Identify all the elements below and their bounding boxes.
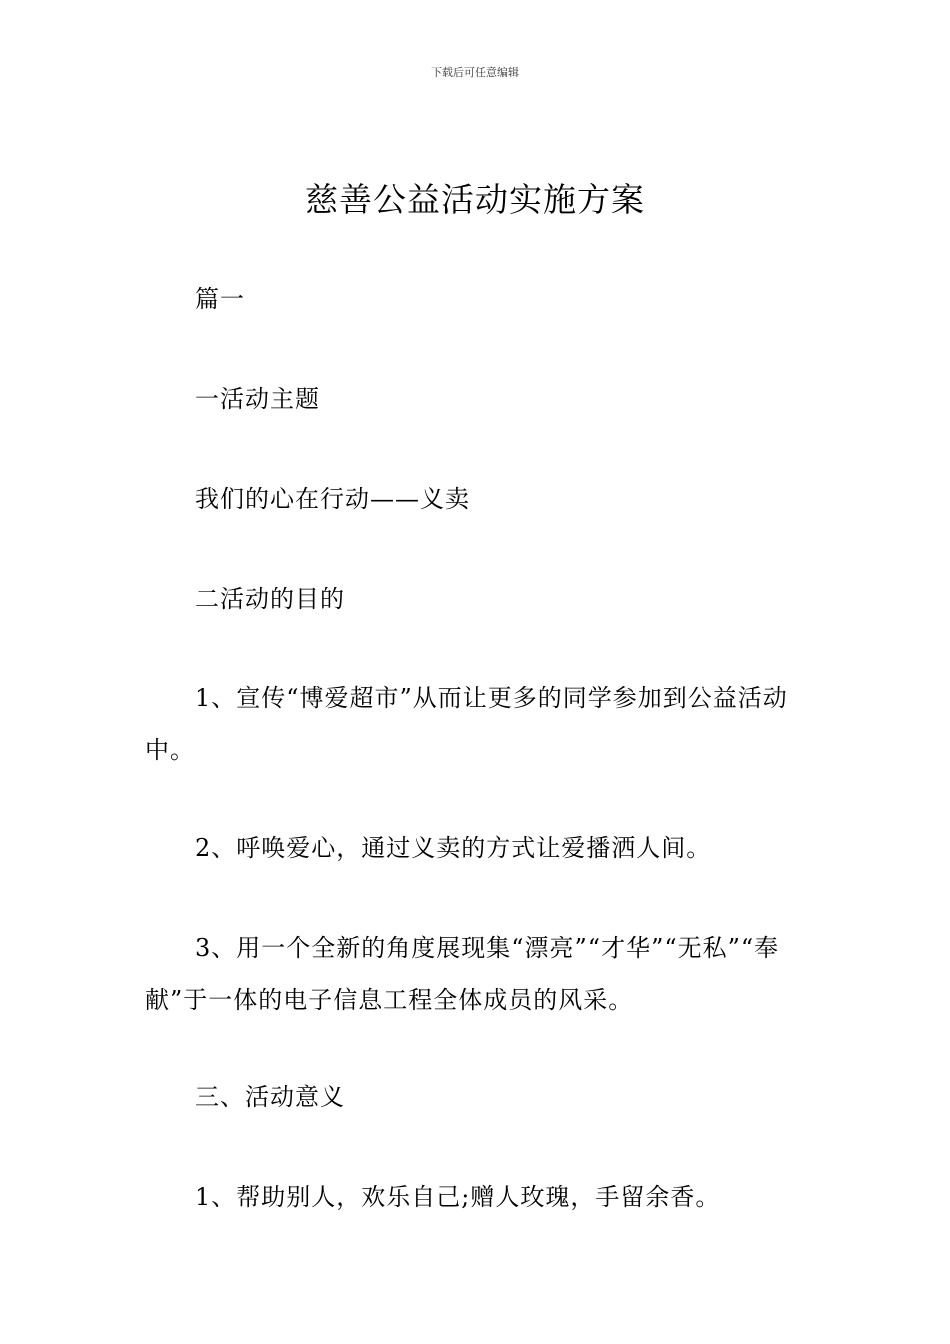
paragraph-purpose-2: 2、呼唤爱心，通过义卖的方式让爱播洒人间。	[195, 834, 712, 862]
paragraph-theme-text: 我们的心在行动——义卖	[195, 485, 470, 513]
document-title: 慈善公益活动实施方案	[305, 180, 645, 219]
heading-activity-purpose: 二活动的目的	[195, 585, 345, 613]
paragraph-purpose-3: 3、用一个全新的角度展现集“漂亮”“才华”“无私”“奉献”于一体的电子信息工程全体成员的风采。	[145, 934, 780, 1014]
paragraph-significance-1: 1、帮助别人，欢乐自己;赠人玫瑰，手留余香。	[195, 1183, 721, 1211]
heading-activity-significance: 三、活动意义	[195, 1083, 345, 1111]
heading-activity-theme: 一活动主题	[195, 385, 320, 413]
page-header: 下载后可任意编辑	[431, 66, 519, 79]
section-label-part-one: 篇一	[195, 285, 245, 313]
paragraph-purpose-1: 1、宣传“博爱超市”从而让更多的同学参加到公益活动中。	[145, 684, 788, 764]
